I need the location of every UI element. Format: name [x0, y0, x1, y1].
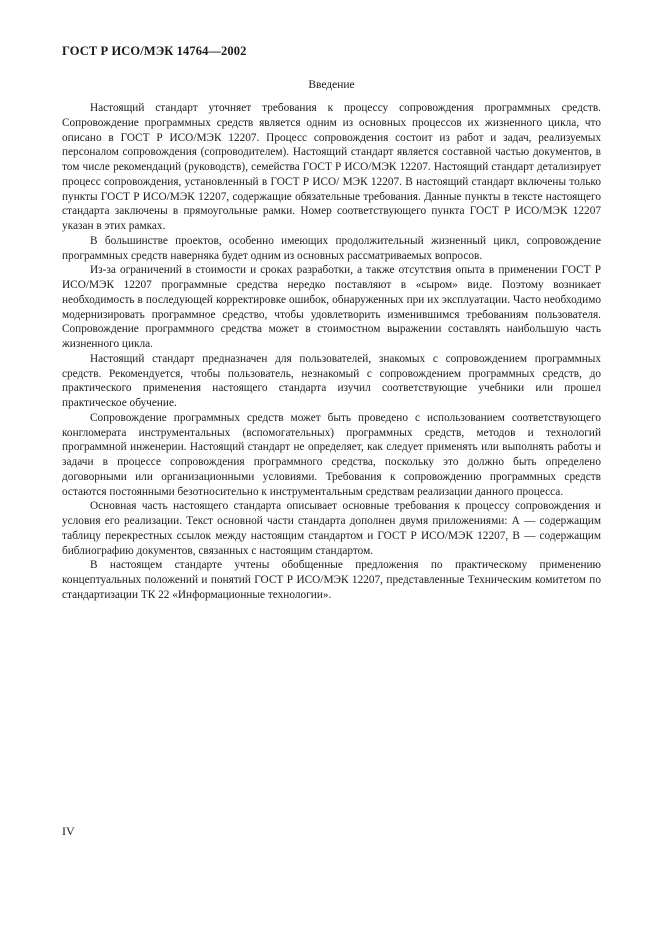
section-title: Введение [308, 79, 355, 91]
paragraph: В большинстве проектов, особенно имеющих продолжительный жизненный цикл, сопровождение программных средств наверняка будет одним из основных рассматриваемых вопросов. [62, 234, 601, 262]
document-header-code: ГОСТ Р ИСО/МЭК 14764—2002 [62, 44, 247, 58]
paragraph: Основная часть настоящего стандарта описывает основные требования к процессу сопровождения и условия его реализации. Текст основной части стандарта дополнен двумя приложениями: А — содержащим таблицу перекрестных ссылок между настоящим стандартом и ГОСТ Р ИСО/МЭК 12207, В — содержащим библиографию документов, связанных с настоящим стандартом. [62, 500, 601, 557]
paragraph: Сопровождение программных средств может быть проведено с использованием соответствующего конгломерата инструментальных (вспомогательных) программных средств, методов и технологий программной инженерии. Настоящий стандарт не определяет, как следует применять или выполнять работы и задачи в процессе сопровождения программного средства, поскольку это должно быть определено договорными или организационными условиями. Требования к сопровождению программных средств остаются постоянными безотносительно к инструментальным средствам реализации данного процесса. [62, 411, 601, 498]
body-text [62, 101, 601, 603]
paragraph: Настоящий стандарт уточняет требования к процессу сопровождения программных средств. Сопровождение программных средств является одним из основных процессов их жизненного цикла, что описано в ГОСТ Р ИСО/МЭК 12207. Процесс сопровождения состоит из работ и задач, реализуемых персоналом сопровождения (сопроводителем). Настоящий стандарт является составной частью документов, в том числе рекомендаций (руководств), семейства ГОСТ Р ИСО/МЭК 12207. Настоящий стандарт детализирует процесс сопровождения, установленный в ГОСТ Р ИСО/ МЭК 12207. В настоящий стандарт включены только пункты ГОСТ Р ИСО/МЭК 12207, содержащие обязательные требования. Данные пункты в тексте настоящего стандарта заключены в прямоугольные рамки. Номер соответствующего пункта ГОСТ Р ИСО/МЭК 12207 указан в этих рамках. [62, 102, 601, 232]
paragraph: Из-за ограничений в стоимости и сроках разработки, а также отсутствия опыта в применении ГОСТ Р ИСО/МЭК 12207 программные средства нередко поставляют в «сыром» виде. Поэтому возникает необходимость в последующей корректировке ошибок, обнаруженных при их эксплуатации. Часто необходимо модернизировать программное средство, чтобы удовлетворить изменившимся требованиям пользователя. Сопровождение программного средства может в стоимостном выражении составлять наибольшую часть жизненного цикла. [62, 264, 601, 350]
paragraph: В настоящем стандарте учтены обобщенные предложения по практическому применению концептуальных положений и понятий ГОСТ Р ИСО/МЭК 12207, представленные Техническим комитетом по стандартизации ТК 22 «Информационные технологии». [62, 559, 601, 601]
paragraph: Настоящий стандарт предназначен для пользователей, знакомых с сопровождением программных средств. Рекомендуется, чтобы пользователь, незнакомый с сопровождением программных средств, до практического применения настоящего стандарта изучил соответствующие учебники или прошел практическое обучение. [62, 352, 601, 409]
page-number: IV [62, 824, 75, 838]
